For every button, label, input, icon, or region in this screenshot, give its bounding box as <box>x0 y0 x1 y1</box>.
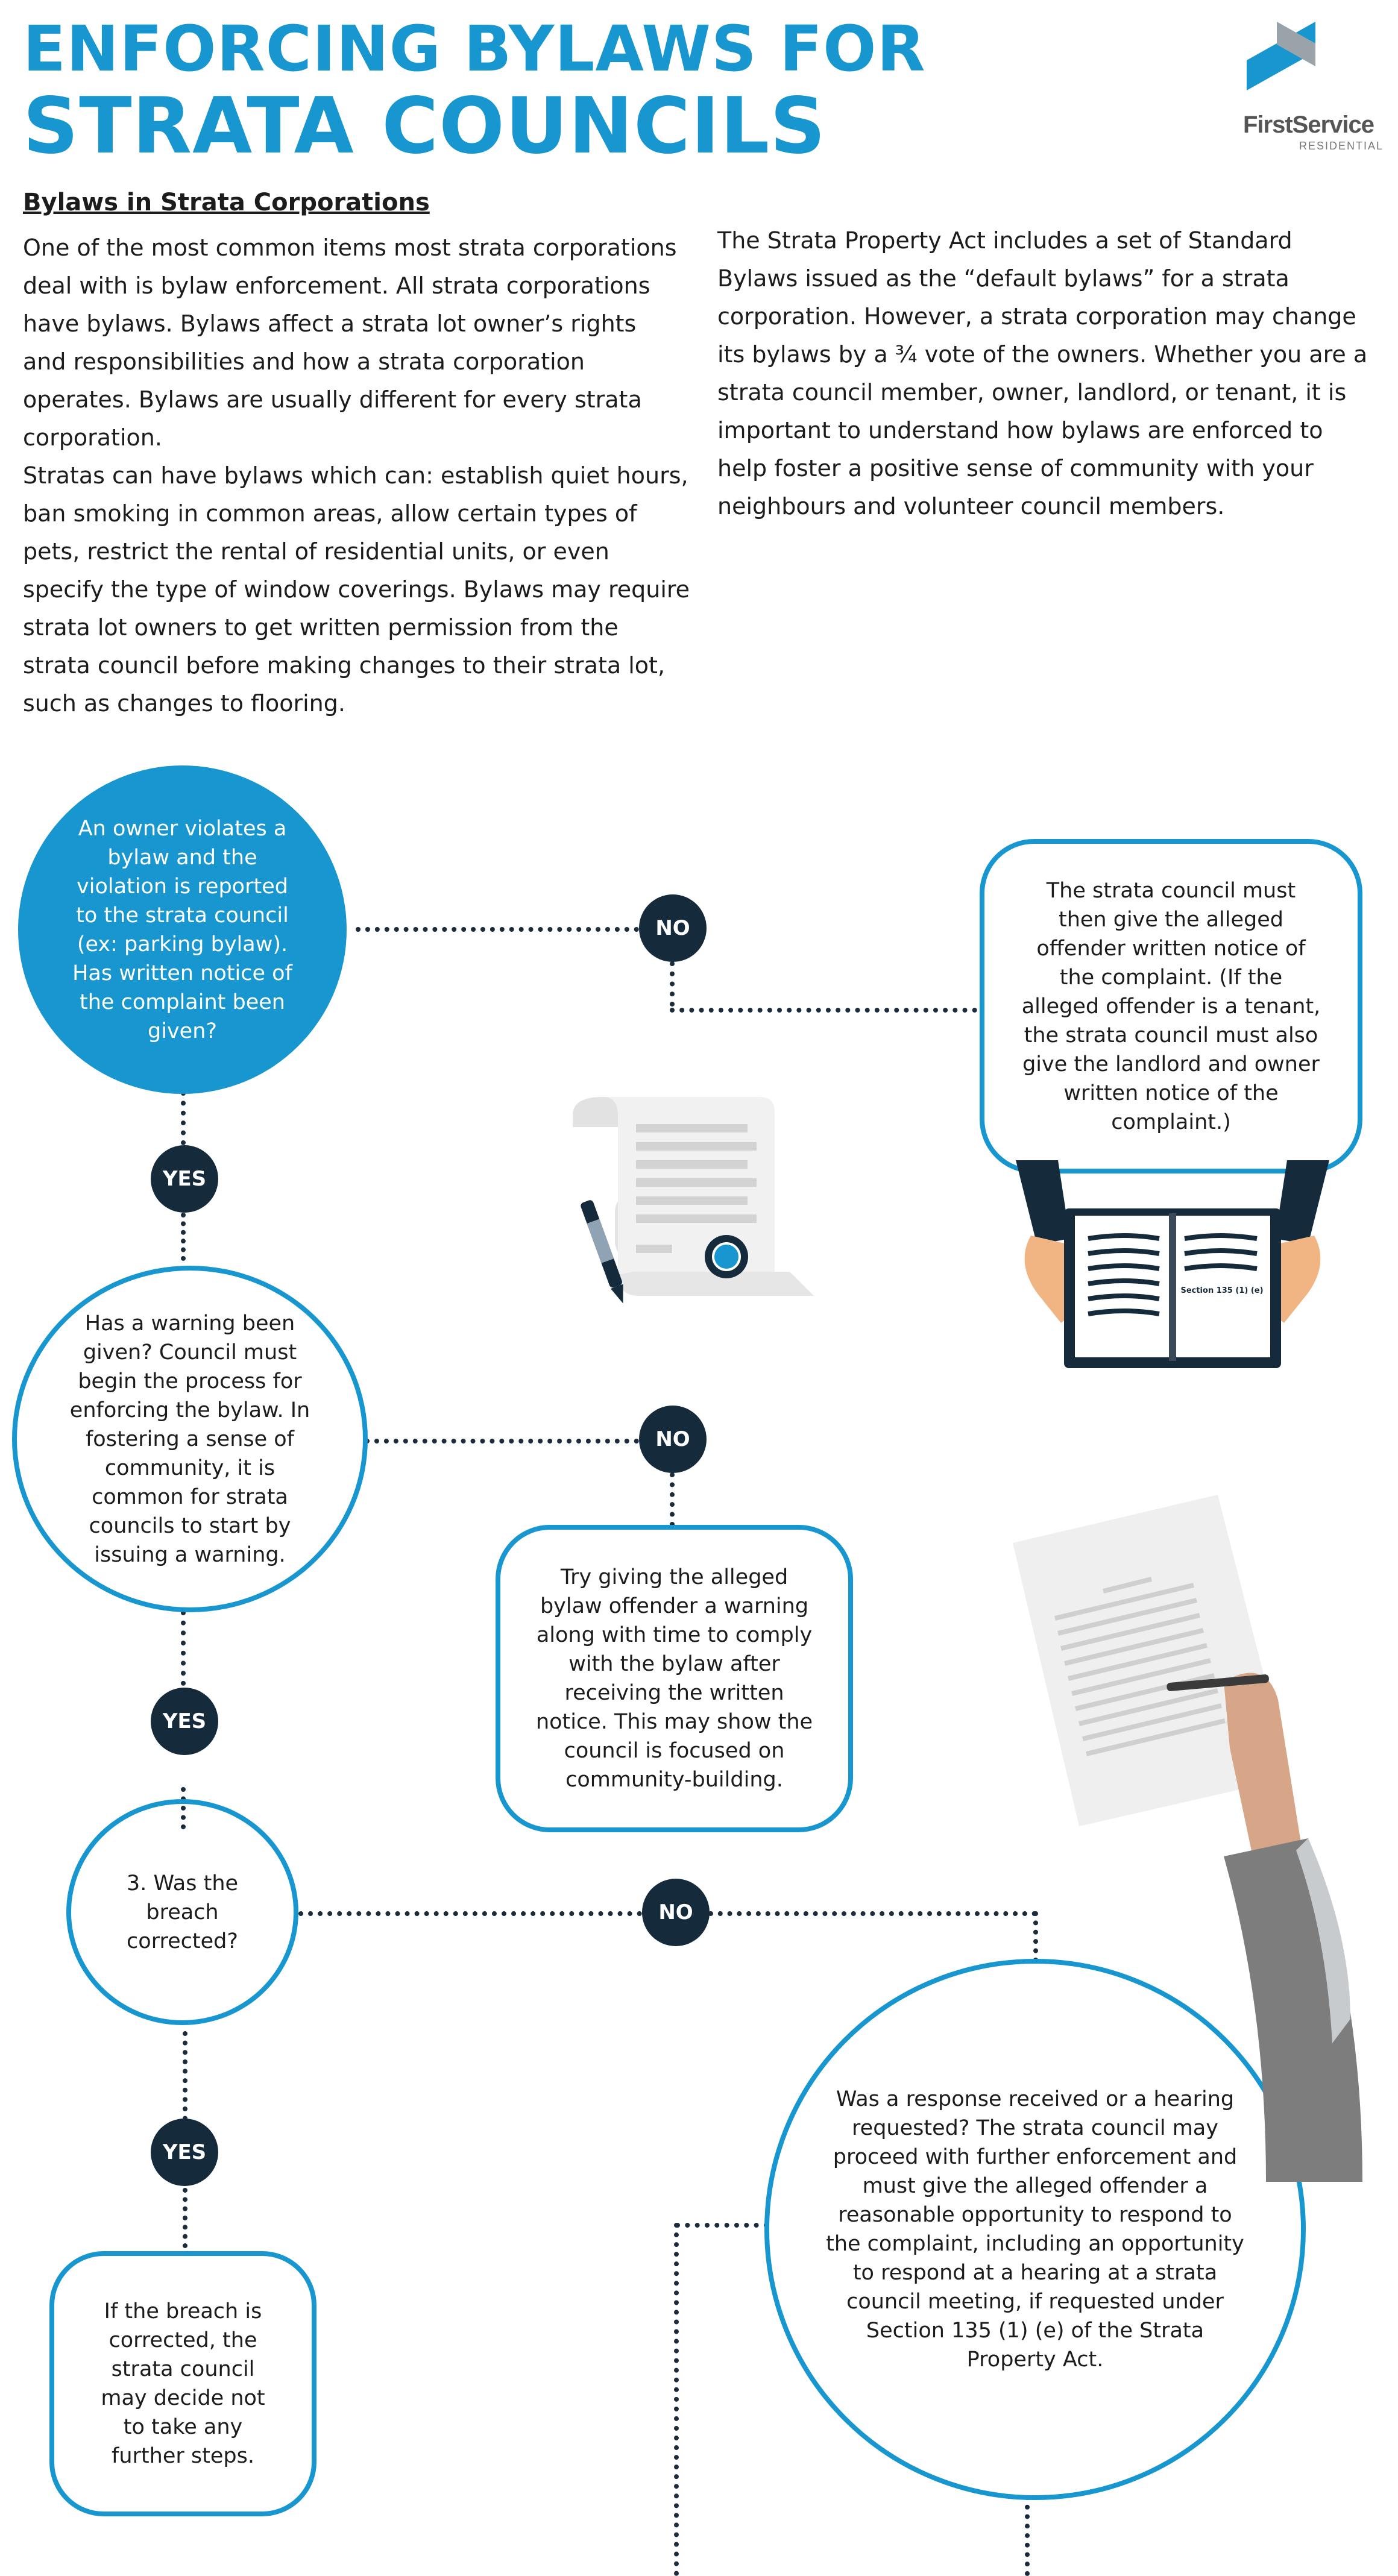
connector-no2-down <box>670 1472 675 1527</box>
step3-no-circle: Was a response received or a hearing requested? The strata council may proceed with further enforcement and must give the alleged offender a reasonable opportunity to respond to the complaint, including an opportunity to respond at a hearing at a strata council meeting, if requested under Section 135 (1) (e) of the Strata Property Act. <box>764 1959 1306 2500</box>
scroll-document-icon <box>561 1091 820 1326</box>
connector-step1-yes-top <box>181 1091 186 1145</box>
logo-name: FirstService <box>1243 112 1374 138</box>
step2-no-box: Try giving the alleged bylaw offender a warning along with time to comply with the bylaw after receiving the written notice. This may show the council is focused on community-building. <box>496 1525 853 1832</box>
no-badge-1: NO <box>639 894 707 962</box>
step3-question-circle: 3. Was the breach corrected? <box>66 1799 298 2025</box>
intro-paragraph-3: The Strata Property Act includes a set of Standard Bylaws issued as the “default bylaws” for a strata corporation. However, a strata corporation may change its bylaws by a ¾ vote of the owners. Whether you are a strata council member, owner, landlord, or tenant, it is important to understand how bylaws are enforced to help foster a positive sense of community with your neighbours and volunteer council members. <box>717 227 1368 520</box>
open-book-icon <box>1004 1160 1341 1374</box>
step3-yes-box: If the breach is corrected, the strata council may decide not to take any further steps. <box>49 2251 316 2516</box>
connector-no1-right <box>670 1008 977 1013</box>
step1-question-circle: An owner violates a bylaw and the violation is reported to the strata council (ex: parking bylaw). Has written notice of the complaint been given? <box>18 765 347 1094</box>
book-section-label: Section 135 (1) (e) <box>1180 1286 1264 1295</box>
logo-subtitle: RESIDENTIAL <box>1299 140 1384 152</box>
connector-response-down-right <box>1025 2495 1030 2576</box>
intro-paragraph-1: One of the most common items most strata corporations deal with is bylaw enforcement. All strata corporations have bylaws. Bylaws affect a strata lot owner’s rights and responsibilities and how a strata corporation operates. Bylaws are usually different for every strata corporation. <box>23 234 677 451</box>
no-badge-3: NO <box>642 1879 710 1946</box>
firstservice-logo-icon <box>1242 18 1332 102</box>
connector-step1-no <box>356 927 639 932</box>
yes-badge-3: YES <box>151 2119 218 2186</box>
connector-step3-no-left <box>298 1911 642 1916</box>
title-line-1: ENFORCING BYLAWS FOR <box>23 12 926 86</box>
connector-step3-yes-bottom <box>183 2188 187 2248</box>
connector-response-left <box>675 2223 769 2228</box>
yes-badge-1: YES <box>151 1145 218 1213</box>
connector-no1-down <box>670 961 675 1007</box>
hand-signing-document-icon <box>1013 1477 1374 2182</box>
step1-no-box: The strata council must then give the alleged offender written notice of the complaint. (If the alleged offender is a tenant, the strata council must also give the landlord and owner written notice of the complaint.) <box>980 839 1362 1173</box>
connector-step1-yes-bottom <box>181 1213 186 1261</box>
intro-heading: Bylaws in Strata Corporations <box>23 189 430 216</box>
connector-step2-no <box>365 1439 639 1444</box>
title-line-2: STRATA COUNCILS <box>23 81 827 171</box>
no-badge-2: NO <box>639 1406 707 1473</box>
intro-paragraph-2: Stratas can have bylaws which can: establish quiet hours, ban smoking in common areas, allow certain types of pets, restrict the rental of residential units, or even specify the type of window coverings. Bylaws may require strata lot owners to get written permission from the strata council before making changes to their strata lot, such as changes to flooring. <box>23 462 690 717</box>
step2-question-circle: Has a warning been given? Council must begin the process for enforcing the bylaw. In fostering a sense of community, it is common for strata councils to start by issuing a warning. <box>12 1266 368 1612</box>
yes-badge-2: YES <box>151 1688 218 1755</box>
connector-response-down-left <box>674 2223 679 2576</box>
connector-step3-no-right <box>708 1911 1037 1916</box>
